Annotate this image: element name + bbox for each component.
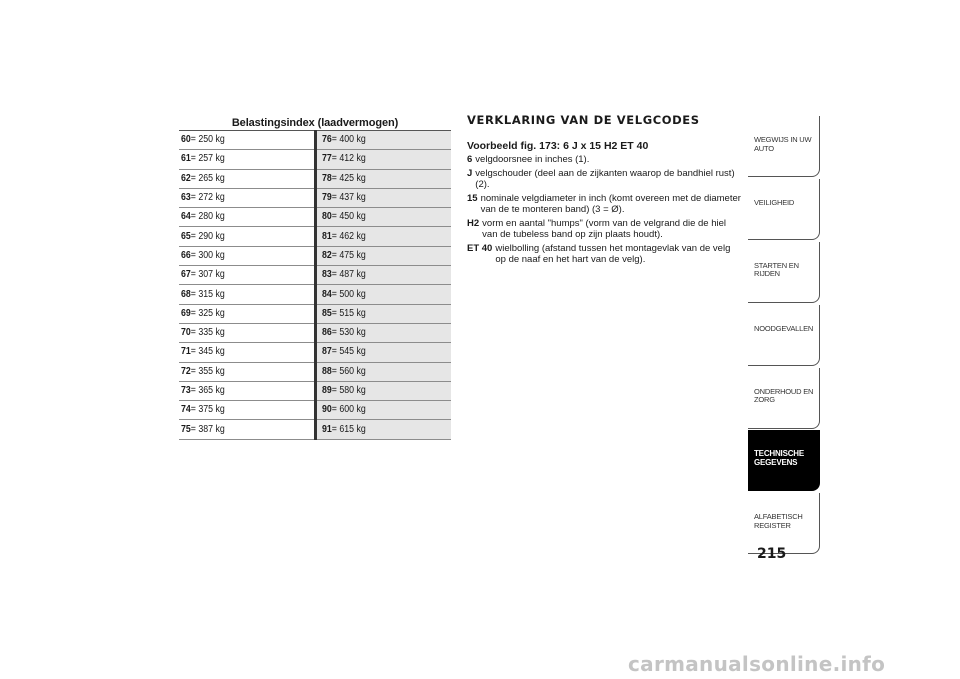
load-value: = 475 kg: [331, 249, 366, 261]
table-row: [179, 246, 451, 265]
load-cell-right: [315, 169, 451, 188]
load-cell-left: [179, 131, 315, 150]
load-index: 83: [321, 269, 332, 281]
definition-list: [467, 154, 743, 266]
load-value: = 437 kg: [331, 192, 366, 204]
load-value: = 272 kg: [190, 192, 225, 204]
load-cell-left: [179, 266, 315, 285]
load-index: 86: [321, 327, 332, 339]
load-index: 79: [321, 192, 332, 204]
definition-key: 15: [467, 192, 478, 204]
load-index: 80: [321, 211, 332, 223]
chapter-tab-3[interactable]: [748, 242, 820, 303]
load-cell-left: [179, 285, 315, 304]
load-value: = 315 kg: [190, 288, 225, 300]
load-index: 68: [181, 288, 191, 300]
load-cell-right: [315, 304, 451, 323]
load-value: = 462 kg: [331, 230, 366, 242]
definition-text: velgdoorsnee in inches (1).: [475, 154, 590, 165]
table-row: [179, 343, 451, 362]
load-value: = 450 kg: [331, 211, 366, 223]
definition-text: vorm en aantal "humps" (vorm van de velgrand die de hiel van de tubeless band op zijn plaats houdt).: [482, 217, 727, 240]
chapter-tab-6[interactable]: [748, 430, 820, 491]
load-value: = 500 kg: [331, 288, 366, 300]
load-cell-right: [315, 343, 451, 362]
definition-key: H2: [467, 217, 480, 229]
load-index: 63: [181, 192, 191, 204]
load-value: = 345 kg: [190, 346, 225, 358]
load-index: 78: [321, 172, 332, 184]
chapter-tab-2[interactable]: [748, 179, 820, 240]
load-cell-right: [315, 131, 451, 150]
load-cell-right: [315, 323, 451, 342]
table-row: [179, 401, 451, 420]
load-value: = 600 kg: [331, 404, 366, 416]
load-cell-right: [315, 285, 451, 304]
load-index: 85: [321, 307, 332, 319]
table-title: Belastingsindex (laadvermogen): [231, 117, 399, 129]
load-cell-left: [179, 420, 315, 439]
load-value: = 580 kg: [331, 385, 366, 396]
section-heading: VERKLARING VAN DE VELGCODES: [467, 113, 700, 127]
chapter-tab-label: NOODGEVALLEN: [754, 323, 814, 333]
load-index: 87: [321, 346, 332, 358]
load-index: 66: [181, 249, 191, 261]
load-value: = 335 kg: [190, 327, 225, 339]
table-row: [179, 381, 451, 400]
load-index: 70: [181, 327, 191, 339]
load-value: = 290 kg: [190, 230, 225, 242]
load-value: = 615 kg: [331, 423, 366, 435]
load-index: 71: [181, 346, 191, 358]
definition-item: [467, 154, 743, 166]
chapter-tab-label: ALFABETISCH REGISTER: [754, 512, 803, 530]
load-cell-right: [315, 381, 451, 400]
load-cell-left: [179, 362, 315, 381]
load-index: 74: [181, 404, 191, 416]
definition-item: [467, 168, 743, 191]
load-index: 61: [181, 153, 191, 165]
load-index-table: [179, 116, 451, 440]
load-index: 60: [181, 134, 191, 146]
table-row: [179, 227, 451, 246]
load-cell-left: [179, 323, 315, 342]
example-line: Voorbeeld fig. 173: 6 J x 15 H2 ET 40: [467, 140, 649, 152]
table-row: [179, 169, 451, 188]
table-row: [179, 150, 451, 169]
load-index: 73: [181, 385, 191, 396]
table-row: [179, 362, 451, 381]
load-cell-left: [179, 401, 315, 420]
load-cell-left: [179, 246, 315, 265]
load-index: 91: [321, 423, 332, 435]
load-value: = 375 kg: [190, 404, 225, 416]
load-cell-left: [179, 169, 315, 188]
load-cell-left: [179, 188, 315, 207]
load-value: = 487 kg: [331, 269, 366, 281]
definition-text: velgschouder (deel aan de zijkanten waarop de bandhiel rust) (2).: [475, 167, 735, 190]
load-cell-left: [179, 208, 315, 227]
load-index: 62: [181, 172, 191, 184]
load-value: = 265 kg: [190, 172, 225, 184]
load-value: = 365 kg: [190, 385, 225, 396]
definition-text: wielbolling (afstand tussen het montagevlak van de velg op de naaf en het hart van de velg).: [495, 242, 731, 265]
load-cell-right: [315, 227, 451, 246]
chapter-tab-label: ONDERHOUD EN ZORG: [754, 386, 814, 405]
load-cell-left: [179, 343, 315, 362]
load-index: 81: [321, 230, 332, 242]
load-value: = 387 kg: [190, 423, 225, 435]
load-value: = 400 kg: [331, 134, 366, 146]
load-value: = 530 kg: [331, 327, 366, 339]
load-cell-right: [315, 246, 451, 265]
table-row: [179, 420, 451, 439]
table-row: [179, 188, 451, 207]
definition-item: [467, 243, 743, 266]
table-row: [179, 266, 451, 285]
load-value: = 307 kg: [190, 269, 225, 281]
table-row: [179, 323, 451, 342]
load-cell-left: [179, 227, 315, 246]
load-cell-left: [179, 150, 315, 169]
load-index: 64: [181, 211, 191, 223]
load-value: = 355 kg: [190, 365, 225, 377]
load-value: = 280 kg: [190, 211, 225, 223]
load-value: = 250 kg: [190, 134, 225, 146]
load-cell-right: [315, 188, 451, 207]
load-index: 82: [321, 249, 332, 261]
table-row: [179, 304, 451, 323]
definition-text: nominale velgdiameter in inch (komt overeen met de diameter van de te monteren band) (3 = Ø).: [480, 192, 741, 215]
load-cell-right: [315, 401, 451, 420]
load-index: 65: [181, 230, 191, 242]
chapter-tab-5[interactable]: [748, 368, 820, 429]
load-value: = 545 kg: [331, 346, 366, 358]
chapter-tab-label: TECHNISCHE GEGEVENS: [754, 449, 805, 467]
load-cell-right: [315, 208, 451, 227]
page-number: 215: [757, 546, 787, 562]
load-cell-left: [179, 304, 315, 323]
load-value: = 515 kg: [331, 307, 366, 319]
load-cell-right: [315, 420, 451, 439]
rim-code-explanation: [467, 112, 743, 268]
load-index: 88: [321, 365, 332, 377]
load-index: 77: [321, 153, 332, 165]
load-cell-left: [179, 381, 315, 400]
load-index: 89: [321, 385, 332, 396]
definition-item: [467, 218, 743, 241]
load-cell-right: [315, 266, 451, 285]
definition-key: ET 40: [467, 242, 493, 254]
load-value: = 300 kg: [190, 249, 225, 261]
load-index: 76: [321, 134, 332, 146]
table-row: [179, 285, 451, 304]
table-row: [179, 131, 451, 150]
load-value: = 560 kg: [331, 365, 366, 377]
load-value: = 325 kg: [190, 307, 225, 319]
load-index: 75: [181, 423, 191, 435]
table-row: [179, 208, 451, 227]
definition-key: J: [467, 167, 473, 179]
load-index: 72: [181, 365, 191, 377]
load-value: = 412 kg: [331, 153, 366, 165]
load-index-grid: [179, 130, 451, 440]
chapter-tab-label: VEILIGHEID: [754, 197, 795, 207]
load-value: = 425 kg: [331, 172, 366, 184]
load-index: 69: [181, 307, 191, 319]
definition-item: [467, 193, 743, 216]
chapter-tab-label: STARTEN EN RIJDEN: [754, 260, 799, 279]
load-index: 84: [321, 288, 332, 300]
load-cell-right: [315, 150, 451, 169]
load-index: 67: [181, 269, 191, 281]
load-value: = 257 kg: [190, 153, 225, 165]
chapter-tab-label: WEGWIJS IN UW AUTO: [754, 135, 812, 153]
load-cell-right: [315, 362, 451, 381]
chapter-tab-1[interactable]: [748, 116, 820, 177]
load-index: 90: [321, 404, 332, 416]
chapter-tabs: [748, 116, 820, 556]
definition-key: 6: [467, 154, 473, 165]
watermark: carmanualsonline.info: [628, 652, 886, 676]
chapter-tab-4[interactable]: [748, 305, 820, 366]
